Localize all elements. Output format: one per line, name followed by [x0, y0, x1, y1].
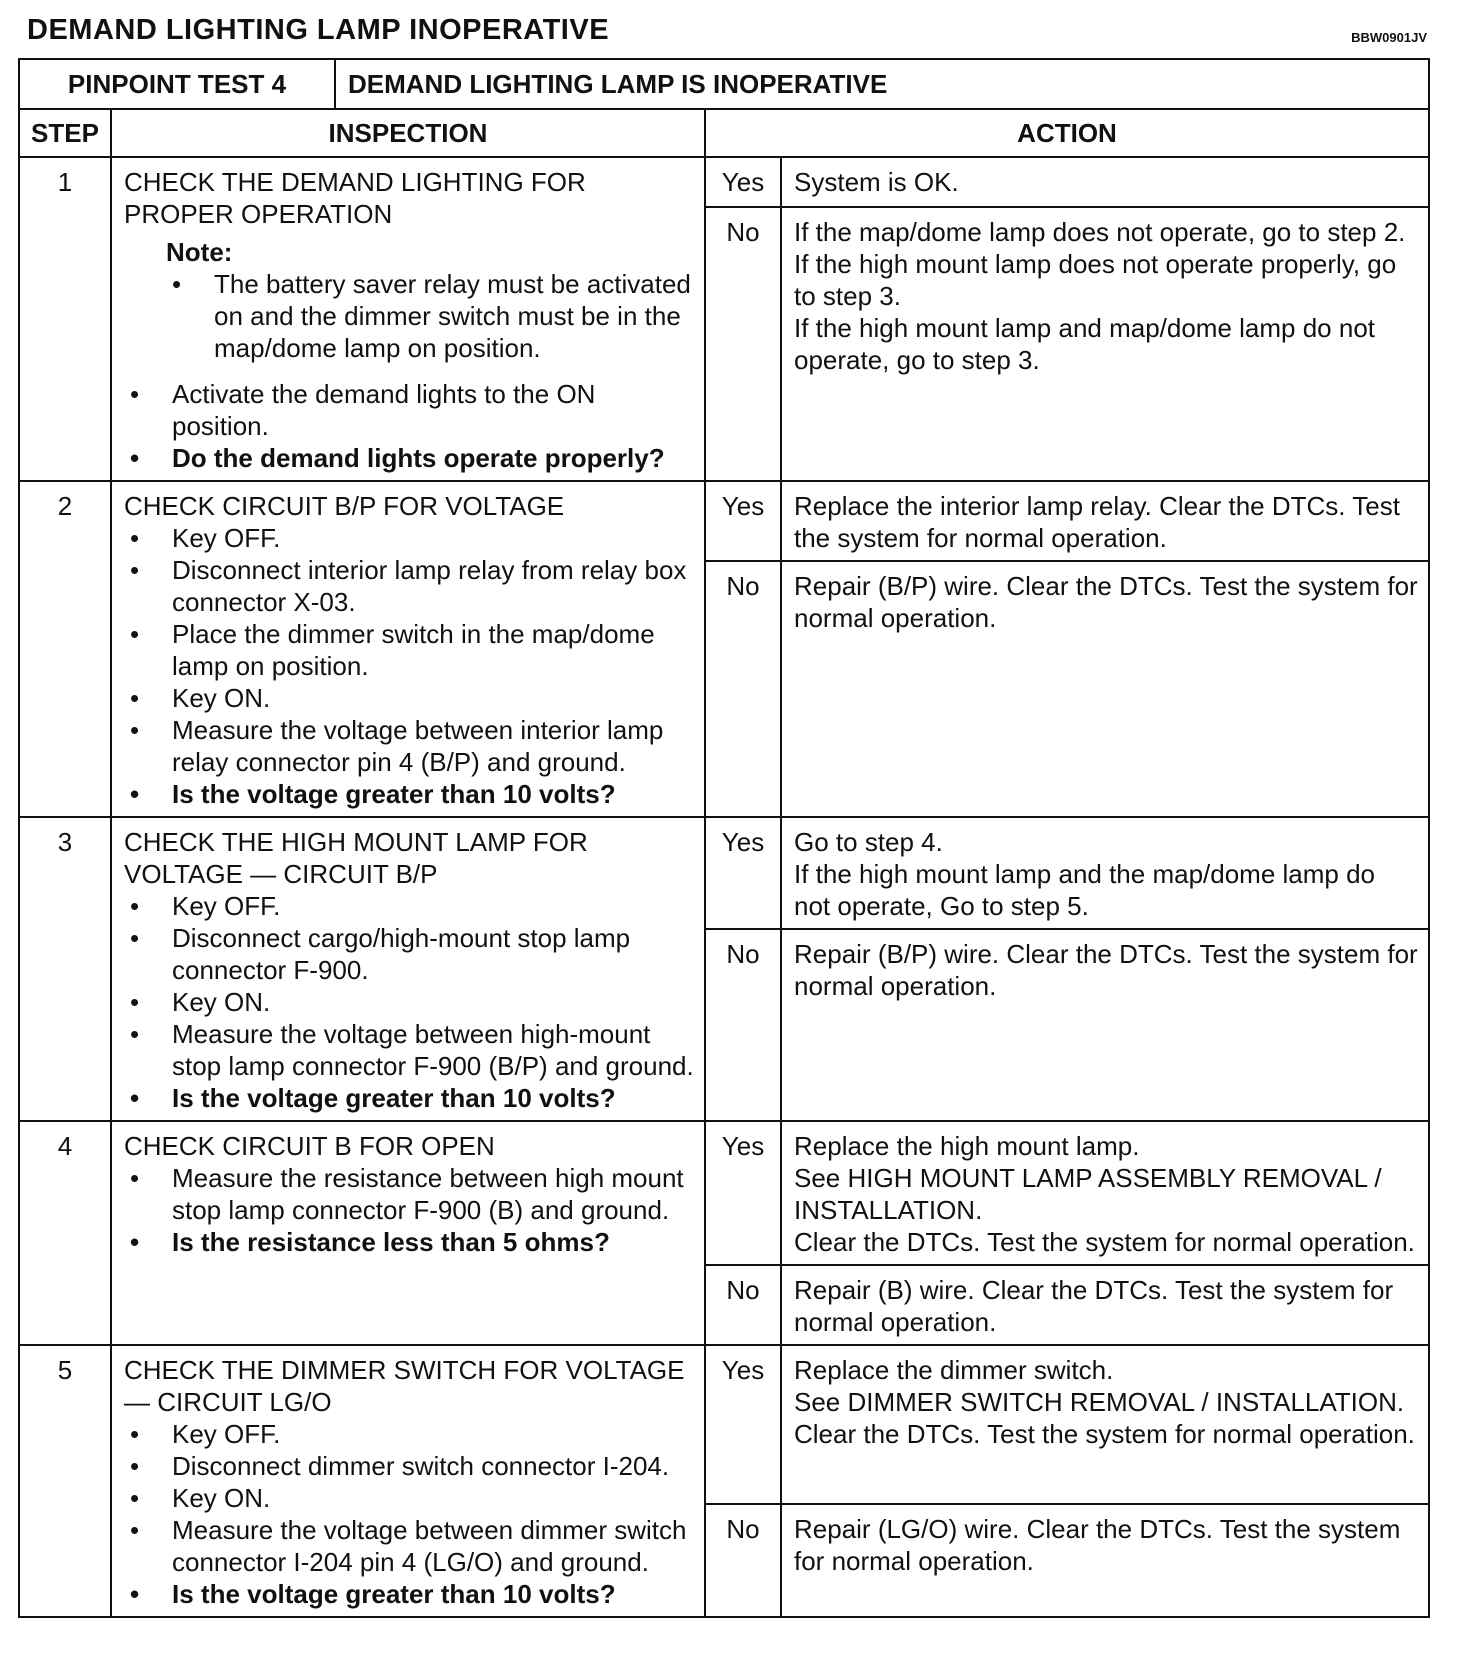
- step-title: CHECK THE HIGH MOUNT LAMP FOR VOLTAGE — CIRCUIT B/P: [124, 827, 588, 889]
- no-label: No: [705, 1504, 781, 1617]
- step-column-header: STEP: [19, 109, 111, 157]
- instruction-item: • Disconnect interior lamp relay from relay box connector X-03.: [124, 554, 694, 618]
- step-question: • Is the resistance less than 5 ohms?: [124, 1226, 694, 1258]
- action-line: Clear the DTCs. Test the system for normal operation.: [794, 1227, 1415, 1257]
- action-line: Clear the DTCs. Test the system for normal operation.: [794, 1419, 1415, 1449]
- yes-action: [781, 1345, 1429, 1504]
- test-title: DEMAND LIGHTING LAMP IS INOPERATIVE: [335, 59, 1429, 109]
- step-row: [19, 1345, 1429, 1504]
- instruction-item: • Place the dimmer switch in the map/dome lamp on position.: [124, 618, 694, 682]
- no-action: [781, 207, 1429, 481]
- instruction-item: • Key ON.: [124, 1482, 694, 1514]
- action-line: See HIGH MOUNT LAMP ASSEMBLY REMOVAL / INSTALLATION.: [794, 1163, 1382, 1225]
- instruction-list: [124, 522, 694, 810]
- instruction-list: [124, 378, 694, 474]
- action-line: System is OK.: [794, 167, 959, 197]
- instruction-item: • Disconnect cargo/high-mount stop lamp connector F-900.: [124, 922, 694, 986]
- action-line: Go to step 4.: [794, 827, 943, 857]
- no-action: [781, 1265, 1429, 1345]
- instruction-item: • Activate the demand lights to the ON position.: [124, 378, 694, 442]
- test-id: PINPOINT TEST 4: [19, 59, 335, 109]
- no-label: No: [705, 929, 781, 1121]
- yes-action: [781, 817, 1429, 929]
- action-line: If the high mount lamp does not operate properly, go to step 3.: [794, 249, 1397, 311]
- page-header: [27, 14, 1427, 54]
- instruction-item: • Disconnect dimmer switch connector I-204.: [124, 1450, 694, 1482]
- instruction-item: • Measure the voltage between dimmer switch connector I-204 pin 4 (LG/O) and ground.: [124, 1514, 694, 1578]
- note-label: Note:: [166, 237, 233, 267]
- action-line: Repair (B) wire. Clear the DTCs. Test the system for normal operation.: [794, 1275, 1394, 1337]
- step-title: CHECK THE DEMAND LIGHTING FOR PROPER OPERATION: [124, 167, 586, 229]
- action-line: Replace the dimmer switch.: [794, 1355, 1114, 1385]
- instruction-item: • Measure the voltage between interior lamp relay connector pin 4 (B/P) and ground.: [124, 714, 694, 778]
- step-row: [19, 1121, 1429, 1265]
- yes-label: Yes: [705, 1345, 781, 1504]
- instruction-item: • Key OFF.: [124, 1418, 694, 1450]
- step-number: 5: [19, 1345, 111, 1617]
- inspection-cell: [111, 157, 705, 481]
- step-question: • Is the voltage greater than 10 volts?: [124, 778, 694, 810]
- action-line: If the high mount lamp and map/dome lamp do not operate, go to step 3.: [794, 313, 1376, 375]
- step-row: [19, 481, 1429, 561]
- step-row: [19, 157, 1429, 207]
- instruction-item: • Key OFF.: [124, 890, 694, 922]
- page-title: DEMAND LIGHTING LAMP INOPERATIVE: [27, 14, 610, 46]
- instruction-list: [124, 1418, 694, 1610]
- step-number: 3: [19, 817, 111, 1121]
- step-row: [19, 817, 1429, 929]
- inspection-cell: [111, 1121, 705, 1345]
- pinpoint-test-table: [18, 58, 1430, 1618]
- inspection-cell: [111, 481, 705, 817]
- action-line: Replace the interior lamp relay. Clear the DTCs. Test the system for normal operation.: [794, 491, 1400, 553]
- yes-label: Yes: [705, 157, 781, 207]
- step-number: 4: [19, 1121, 111, 1345]
- instruction-list: [124, 890, 694, 1114]
- action-line: Repair (B/P) wire. Clear the DTCs. Test the system for normal operation.: [794, 571, 1418, 633]
- step-question: • Do the demand lights operate properly?: [124, 442, 694, 474]
- note-block: [166, 236, 694, 364]
- no-action: [781, 1504, 1429, 1617]
- step-title: CHECK THE DIMMER SWITCH FOR VOLTAGE — CIRCUIT LG/O: [124, 1355, 685, 1417]
- action-line: Repair (B/P) wire. Clear the DTCs. Test the system for normal operation.: [794, 939, 1418, 1001]
- yes-action: [781, 481, 1429, 561]
- step-question: • Is the voltage greater than 10 volts?: [124, 1082, 694, 1114]
- instruction-item: • Measure the resistance between high mount stop lamp connector F-900 (B) and ground.: [124, 1162, 694, 1226]
- instruction-item: • Key OFF.: [124, 522, 694, 554]
- step-number: 2: [19, 481, 111, 817]
- document-code: BBW0901JV: [1351, 30, 1427, 45]
- instruction-list: [124, 1162, 694, 1258]
- test-header-row: [19, 59, 1429, 109]
- no-label: No: [705, 1265, 781, 1345]
- yes-label: Yes: [705, 817, 781, 929]
- no-action: [781, 929, 1429, 1121]
- yes-action: [781, 1121, 1429, 1265]
- inspection-cell: [111, 817, 705, 1121]
- step-number: 1: [19, 157, 111, 481]
- no-action: [781, 561, 1429, 817]
- action-line: Repair (LG/O) wire. Clear the DTCs. Test the system for normal operation.: [794, 1513, 1401, 1576]
- step-question: • Is the voltage greater than 10 volts?: [124, 1578, 694, 1610]
- instruction-item: • Measure the voltage between high-mount stop lamp connector F-900 (B/P) and ground.: [124, 1018, 694, 1082]
- note-text: • The battery saver relay must be activated on and the dimmer switch must be in the map/dome lamp on position.: [166, 268, 694, 364]
- instruction-item: • Key ON.: [124, 986, 694, 1018]
- step-title: CHECK CIRCUIT B/P FOR VOLTAGE: [124, 491, 565, 521]
- action-line: Replace the high mount lamp.: [794, 1131, 1140, 1161]
- no-label: No: [705, 207, 781, 481]
- yes-label: Yes: [705, 481, 781, 561]
- action-line: If the map/dome lamp does not operate, go to step 2.: [794, 217, 1406, 247]
- action-column-header: ACTION: [705, 109, 1429, 157]
- inspection-column-header: INSPECTION: [111, 109, 705, 157]
- action-line: See DIMMER SWITCH REMOVAL / INSTALLATION.: [794, 1387, 1405, 1417]
- yes-label: Yes: [705, 1121, 781, 1265]
- action-line: If the high mount lamp and the map/dome lamp do not operate, Go to step 5.: [794, 859, 1376, 921]
- inspection-cell: [111, 1345, 705, 1617]
- step-title: CHECK CIRCUIT B FOR OPEN: [124, 1131, 495, 1161]
- yes-action: [781, 157, 1429, 207]
- no-label: No: [705, 561, 781, 817]
- column-header-row: [19, 109, 1429, 157]
- instruction-item: • Key ON.: [124, 682, 694, 714]
